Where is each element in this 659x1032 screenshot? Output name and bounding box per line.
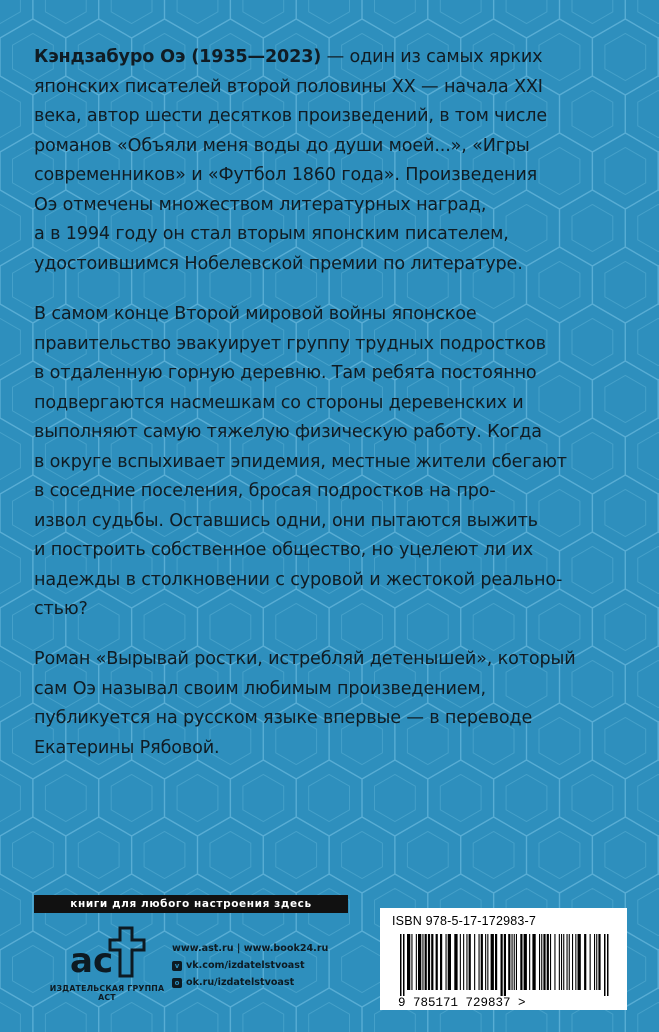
barcode-digits: 9 785171 729837 > xyxy=(398,996,526,1010)
translation-note-paragraph: Роман «Вырывай ростки, истребляй детенышей», который сам Оэ называл своим любимым произведением, публикуется на русском языке впервые — в переводе Екатерины Рябовой. xyxy=(34,649,576,758)
ok-icon: o xyxy=(172,978,182,988)
author-name-dates: Кэндзабуро Оэ (1935—2023) xyxy=(34,47,322,67)
websites-row xyxy=(172,940,328,957)
author-bio-text: — один из самых ярких японских писателей второй половины XX — начала XXI века, автор шести десятков произведений, в том числе романов «Объяли меня воды до души моей...», «Игры современников» и «Футбол 1860 года». Произведения Оэ отмечены множеством литературных наград, а в 1994 году он стал вторым японским писателем, удостоившимся Нобелевской премии по литературе. xyxy=(34,47,548,274)
tagline-banner: книги для любого настроения здесь xyxy=(34,895,348,913)
barcode-graphic xyxy=(380,930,627,1010)
svg-text:ас: ас xyxy=(70,941,114,978)
publisher-logo xyxy=(48,922,166,1022)
ast-logo-icon xyxy=(68,922,148,978)
ok-link: ok.ru/izdatelstvoast xyxy=(186,977,295,988)
vk-icon: v xyxy=(172,961,182,971)
publisher-links xyxy=(172,940,328,991)
synopsis-paragraph: В самом конце Второй мировой войны японское правительство эвакуирует группу трудных подростков в отдаленную горную деревню. Там ребята постоянно подвергаются насмешкам со стороны деревенских и выполняют самую тяжелую физическую работу. Когда в округе вспыхивает эпидемия, местные жители сбегают в соседние поселения, бросая подростков на про- извол судьбы. Оставшись одни, они пытаются выжить и построить собственное общество, но уцелеют ли их надежды в столкновении с суровой и жестокой реально- стью? xyxy=(34,304,567,619)
isbn-barcode-box xyxy=(380,908,627,1010)
author-bio-paragraph xyxy=(34,43,634,279)
ok-row xyxy=(172,974,328,991)
publisher-caption: ИЗДАТЕЛЬСКАЯ ГРУППА АСТ xyxy=(49,984,165,1002)
isbn-label: ISBN 978-5-17-172983-7 xyxy=(392,914,537,928)
vk-link: vk.com/izdatelstvoast xyxy=(186,960,305,971)
websites-text: www.ast.ru | www.book24.ru xyxy=(172,943,329,954)
vk-row xyxy=(172,957,328,974)
